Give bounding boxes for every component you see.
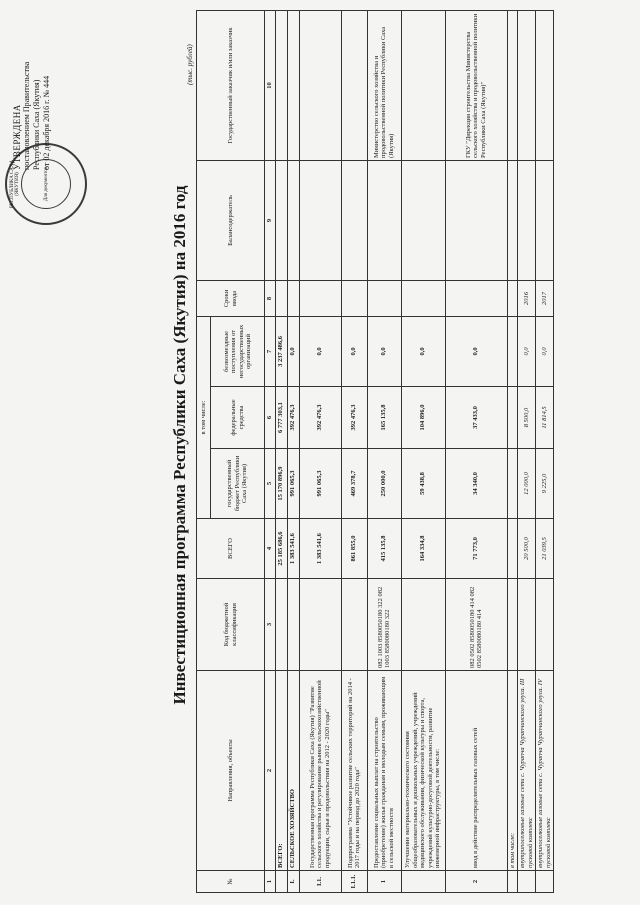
cell-customer [341,10,367,160]
table-row [507,10,518,892]
cell-nb: 0,0 [341,316,367,386]
cell-holder [299,160,341,280]
column-number: 6 [265,387,276,449]
cell-state: 9 225,0 [536,449,554,519]
cell-total: 20 500,0 [518,519,536,579]
cell-nb [507,316,518,386]
cell-federal: 6 777 303,1 [275,387,287,449]
cell-state: 34 340,0 [445,449,507,519]
cell-federal: 392 476,3 [341,387,367,449]
cell-code [536,579,554,671]
header-direction: Направления, объекты [197,671,265,871]
cell-deadline [401,280,445,316]
header-customer: Государственный заказчик и/или заказчик [197,10,265,160]
cell-federal: 392 476,3 [287,387,299,449]
cell-total: 25 185 686,6 [275,519,287,579]
cell-code [341,579,367,671]
cell-deadline [287,280,299,316]
cell-customer: ГКУ "Дирекция строительства Министерства сельского хозяйства и продовольственной политики Республики Саха (Якутия)" [445,10,507,160]
cell-nb: 0,0 [401,316,445,386]
cell-customer [299,10,341,160]
table-row [518,10,536,892]
cell-nb: 0,0 [287,316,299,386]
cell-deadline: 2017 [536,280,554,316]
cell-deadline [367,280,401,316]
cell-num [518,871,536,893]
cell-customer [507,10,518,160]
seal-center-text: Для документов [43,166,49,202]
cell-num: 2 [445,871,507,893]
cell-name: СЕЛЬСКОЕ ХОЗЯЙСТВО [287,671,299,871]
cell-holder [507,160,518,280]
cell-state: 250 000,0 [367,449,401,519]
cell-code [275,579,287,671]
cell-deadline: 2016 [518,280,536,316]
investment-table [196,10,554,893]
cell-name: Предоставление социальных выплат на строительство (приобретение) жилья гражданам и молодым семьям, проживающим в сельской местности [367,671,401,871]
header-num: № [197,871,265,893]
table-row [287,10,299,892]
cell-customer: Министерство сельского хозяйства и продовольственной политики Республики Саха (Якутия) [367,10,401,160]
cell-federal: 165 135,8 [367,387,401,449]
column-number: 1 [265,871,276,893]
table-row [401,10,445,892]
approval-line: Республики Саха (Якутия) [32,79,41,170]
cell-federal: 37 433,0 [445,387,507,449]
cell-total: 1 383 541,6 [287,519,299,579]
cell-deadline [445,280,507,316]
column-number: 8 [265,280,276,316]
cell-nb: 0,0 [299,316,341,386]
cell-name: ВСЕГО: [275,671,287,871]
cell-num [275,871,287,893]
header-total: ВСЕГО [197,519,265,579]
cell-nb: 0,0 [518,316,536,386]
column-number: 3 [265,579,276,671]
cell-federal: 392 476,3 [299,387,341,449]
table-row [275,10,287,892]
cell-federal: 104 896,0 [401,387,445,449]
cell-customer [275,10,287,160]
cell-deadline [299,280,341,316]
cell-total: 164 334,8 [401,519,445,579]
cell-num: I. [287,871,299,893]
cell-num [401,871,445,893]
cell-holder [341,160,367,280]
cell-total: 71 773,0 [445,519,507,579]
cell-customer [536,10,554,160]
document-title: Инвестиционная программа Республики Саха (Якутия) на 2016 год [170,185,189,705]
header-deadline: Сроки ввода [197,280,265,316]
header-state-budget: государственный бюджет Республики Саха (Якутия) [211,449,265,519]
cell-holder [445,160,507,280]
cell-code [518,579,536,671]
column-number: 10 [265,10,276,160]
table-body [275,10,554,892]
cell-state: 59 438,8 [401,449,445,519]
cell-nb: 0,0 [536,316,554,386]
cell-name: внутрипоселковые газовые сети с. Чурапча Чурапчинского улуса. IV пусковой комплекс [536,671,554,871]
cell-code [507,579,518,671]
approval-line: постановлением Правительства [22,61,31,170]
header-holder: Балансодержатель [197,160,265,280]
cell-num [507,871,518,893]
cell-federal [507,387,518,449]
cell-deadline [507,280,518,316]
table-row [341,10,367,892]
cell-customer [287,10,299,160]
cell-nb: 0,0 [367,316,401,386]
cell-code [401,579,445,671]
header-code: Код бюджетной классификации [197,579,265,671]
cell-total: 21 039,5 [536,519,554,579]
column-number: 5 [265,449,276,519]
table-row [536,10,554,892]
cell-state [507,449,518,519]
header-federal: федеральные средства [211,387,265,449]
column-number: 2 [265,671,276,871]
cell-holder [287,160,299,280]
cell-state: 991 065,3 [299,449,341,519]
cell-num: I.1.1. [341,871,367,893]
approval-heading: УТВЕРЖДЕНА [12,104,22,170]
column-number: 9 [265,160,276,280]
cell-name: внутрипоселковые газовые сети с. Чурапча Чурапчинского улуса. III пусковой комплекс [518,671,536,871]
cell-customer [401,10,445,160]
column-number: 4 [265,519,276,579]
cell-name: Подпрограмма "Устойчивое развитие сельских территорий на 2014 - 2017 годы и на период до 2020 года" [341,671,367,871]
cell-name: в том числе: [507,671,518,871]
cell-name: Улучшение материально-технического состояния общеобразовательных и дошкольных учреждений, учреждений медицинского обслуживания, физической культуры и спорта, учреждений культурно-досуговой деятельности, развитие инженерной инфраструктуры, в том числе: [401,671,445,871]
cell-state: 991 065,3 [287,449,299,519]
cell-code [287,579,299,671]
table-row [445,10,507,892]
cell-num: I.1. [299,871,341,893]
cell-total: 415 135,8 [367,519,401,579]
approval-stamp [12,10,52,170]
cell-total: 861 855,0 [341,519,367,579]
cell-customer [518,10,536,160]
cell-holder [367,160,401,280]
cell-code [299,579,341,671]
cell-state: 15 170 896,9 [275,449,287,519]
cell-name: ввод в действие распределительных газовых сетей [445,671,507,871]
table-row [299,10,341,892]
cell-total: 1 383 541,6 [299,519,341,579]
column-number-row [265,10,276,892]
seal-ring-text: РЕСПУБЛИКА САХА (ЯКУТИЯ) [10,159,20,209]
column-number: 7 [265,316,276,386]
cell-holder [401,160,445,280]
approval-line: от 02 декабря 2016 г. № 444 [42,75,51,170]
cell-nb: 3 237 486,6 [275,316,287,386]
header-incl: в том числе: [197,316,211,518]
cell-state: 469 378,7 [341,449,367,519]
cell-nb: 0,0 [445,316,507,386]
table-row [367,10,401,892]
cell-holder [536,160,554,280]
header-non-budget: безвозмездные поступления от негосударственных организаций [211,316,265,386]
cell-code: 082 0502 8580050180 414 082 0502 8580080180 414 [445,579,507,671]
cell-holder [518,160,536,280]
units-note: (тыс. рублей) [186,44,194,85]
cell-code: 082 1003 8580050180 322 082 1003 8580080180 322 [367,579,401,671]
cell-num: 1 [367,871,401,893]
cell-name: Государственная программа Республики Саха (Якутия) "Развитие сельского хозяйства и регулирование рынков сельскохозяйственной продукции, сырья и продовольствия на 2012 - 2020 годы" [299,671,341,871]
cell-num [536,871,554,893]
cell-federal: 8 500,0 [518,387,536,449]
cell-holder [275,160,287,280]
cell-total [507,519,518,579]
cell-state: 12 000,0 [518,449,536,519]
cell-federal: 11 814,5 [536,387,554,449]
cell-deadline [341,280,367,316]
cell-deadline [275,280,287,316]
